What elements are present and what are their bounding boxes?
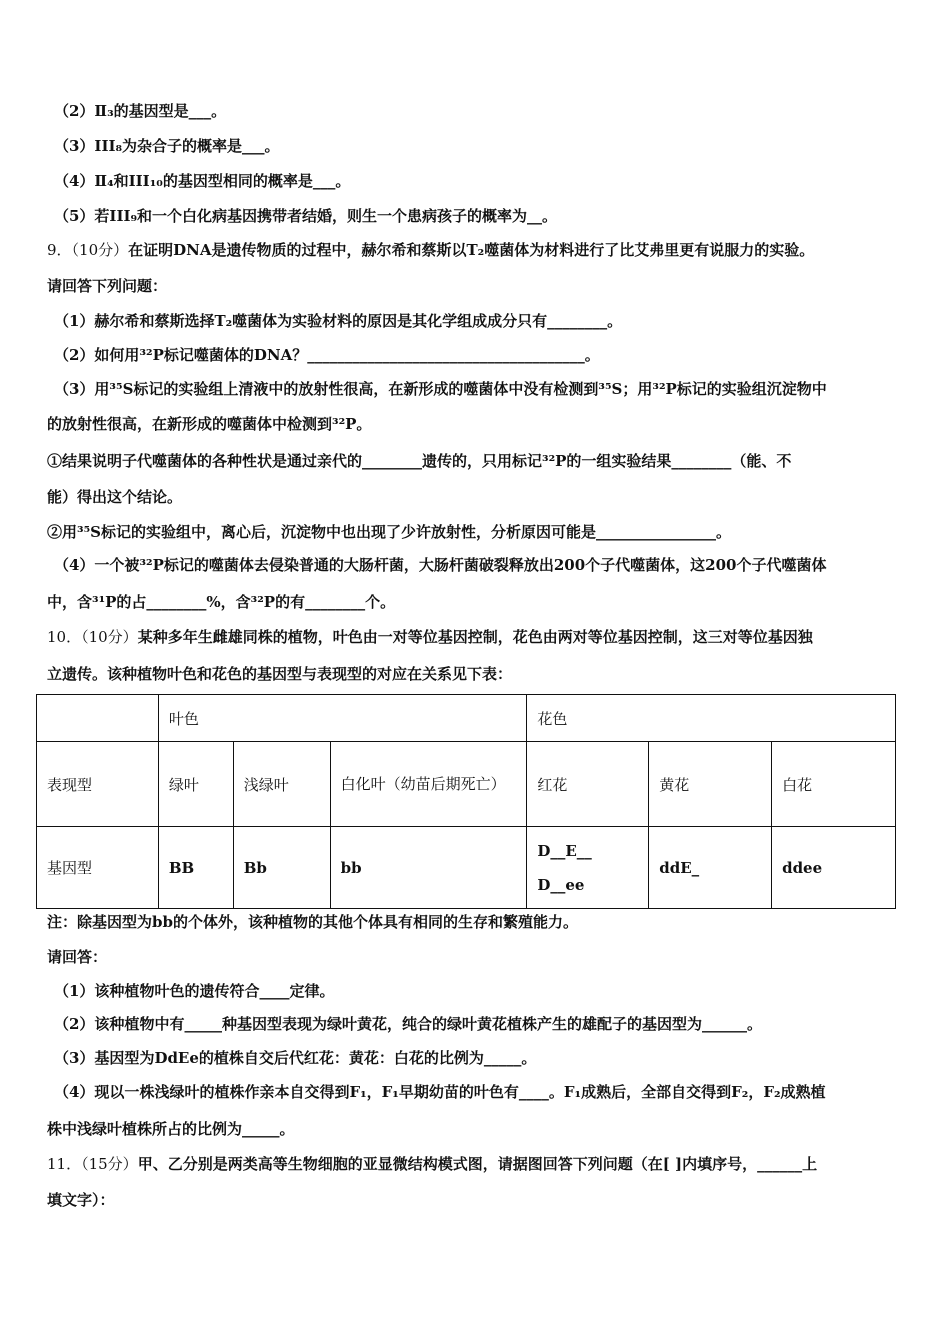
table-cell: 白花 xyxy=(772,742,896,827)
q10-ask: 请回答： xyxy=(47,948,108,966)
q10-stem xyxy=(47,627,813,647)
q9-part3-line2: 的放射性很高，在新形成的噬菌体中检测到³²P。 xyxy=(47,415,372,433)
q11-stem xyxy=(47,1154,817,1174)
red-genotype-cell xyxy=(527,827,649,909)
phenotype-label: 表现型 xyxy=(37,742,159,827)
q10-part4-line1: （4）现以一株浅绿叶的植株作亲本自交得到F₁，F₁早期幼苗的叶色有____。F₁成熟后，全部自交得到F₂，F₂成熟植 xyxy=(54,1083,826,1101)
q9-stem-text: 在证明DNA是遗传物质的过程中，赫尔希和蔡斯以T₂噬菌体为材料进行了比艾弗里更有说服力的实验。 xyxy=(128,241,815,259)
q8-part3: （3）III₈为杂合子的概率是___。 xyxy=(54,137,280,155)
q10-note: 注：除基因型为bb的个体外，该种植物的其他个体具有相同的生存和繁殖能力。 xyxy=(47,913,578,931)
table-header-row xyxy=(37,695,896,742)
table-cell: 黄花 xyxy=(649,742,772,827)
q9-part3-line1: （3）用³⁵S标记的实验组上清液中的放射性很高，在新形成的噬菌体中没有检测到³⁵S；用³²P标记的实验组沉淀物中 xyxy=(54,380,827,398)
table-cell: Bb xyxy=(233,827,330,909)
q9-part3-sub1: ①结果说明子代噬菌体的各种性状是通过亲代的________遗传的，只用标记³²P的一组实验结果________（能、不 xyxy=(47,452,792,470)
q10-number: 10．（10分） xyxy=(47,628,138,646)
leaf-color-header: 叶色 xyxy=(158,695,527,742)
q10-stem-text: 某种多年生雌雄同株的植物，叶色由一对等位基因控制，花色由两对等位基因控制，这三对等位基因独 xyxy=(137,628,813,646)
q8-part4: （4）Ⅱ₄和III₁₀的基因型相同的概率是___。 xyxy=(54,172,351,190)
table-cell: 红花 xyxy=(527,742,649,827)
q9-part4-line1: （4）一个被³²P标记的噬菌体去侵染普通的大肠杆菌，大肠杆菌破裂释放出200个子代噬菌体，这200个子代噬菌体 xyxy=(54,556,827,574)
q8-part2: （2）Ⅱ₃的基因型是___。 xyxy=(54,102,227,120)
q9-stem xyxy=(47,240,814,260)
q9-ask: 请回答下列问题： xyxy=(47,277,168,295)
table-cell: ddE_ xyxy=(649,827,772,909)
q8-part5: （5）若III₉和一个白化病基因携带者结婚，则生一个患病孩子的概率为__。 xyxy=(54,207,558,225)
q10-part2: （2）该种植物中有_____种基因型表现为绿叶黄花，纯合的绿叶黄花植株产生的雄配子的基因型为______。 xyxy=(54,1015,762,1033)
phenotype-row xyxy=(37,742,896,827)
table-cell: ddee xyxy=(772,827,896,909)
table-cell: BB xyxy=(158,827,233,909)
table-cell: bb xyxy=(330,827,527,909)
genotype-row xyxy=(37,827,896,909)
table-cell: 浅绿叶 xyxy=(233,742,330,827)
q11-number: 11．（15分） xyxy=(47,1155,138,1173)
q10-part3: （3）基因型为DdEe的植株自交后代红花：黄花：白花的比例为_____。 xyxy=(54,1049,537,1067)
q9-part3-sub1-cont: 能）得出这个结论。 xyxy=(47,488,183,506)
red-genotype-2: D__ee xyxy=(537,875,585,894)
table-cell: 绿叶 xyxy=(158,742,233,827)
q10-part1: （1）该种植物叶色的遗传符合____定律。 xyxy=(54,982,335,1000)
q10-part4-line2: 株中浅绿叶植株所占的比例为_____。 xyxy=(47,1120,295,1138)
q11-stem-text: 甲、乙分别是两类高等生物细胞的亚显微结构模式图，请据图回答下列问题（在[ ]内填序号，______上 xyxy=(137,1155,818,1173)
table-cell: 白化叶（幼苗后期死亡） xyxy=(330,742,527,827)
q10-stem-cont: 立遗传。该种植物叶色和花色的基因型与表现型的对应在关系见下表： xyxy=(47,665,513,683)
genotype-label: 基因型 xyxy=(37,827,159,909)
q9-part1: （1）赫尔希和蔡斯选择T₂噬菌体为实验材料的原因是其化学组成成分只有________。 xyxy=(54,312,623,330)
q9-part3-sub2: ②用³⁵S标记的实验组中，离心后，沉淀物中也出现了少许放射性，分析原因可能是________________。 xyxy=(47,523,731,541)
q9-part4-line2: 中，含³¹P的占________%，含³²P的有________个。 xyxy=(47,593,396,611)
genotype-phenotype-table xyxy=(36,694,896,909)
table-corner-cell xyxy=(37,695,159,742)
q9-part2: （2）如何用³²P标记噬菌体的DNA？_____________________________________。 xyxy=(54,346,600,364)
red-genotype-1: D__E__ xyxy=(537,841,592,860)
q11-stem-cont: 填文字）： xyxy=(47,1191,115,1209)
flower-color-header: 花色 xyxy=(527,695,896,742)
q9-number: 9．（10分） xyxy=(47,241,129,259)
